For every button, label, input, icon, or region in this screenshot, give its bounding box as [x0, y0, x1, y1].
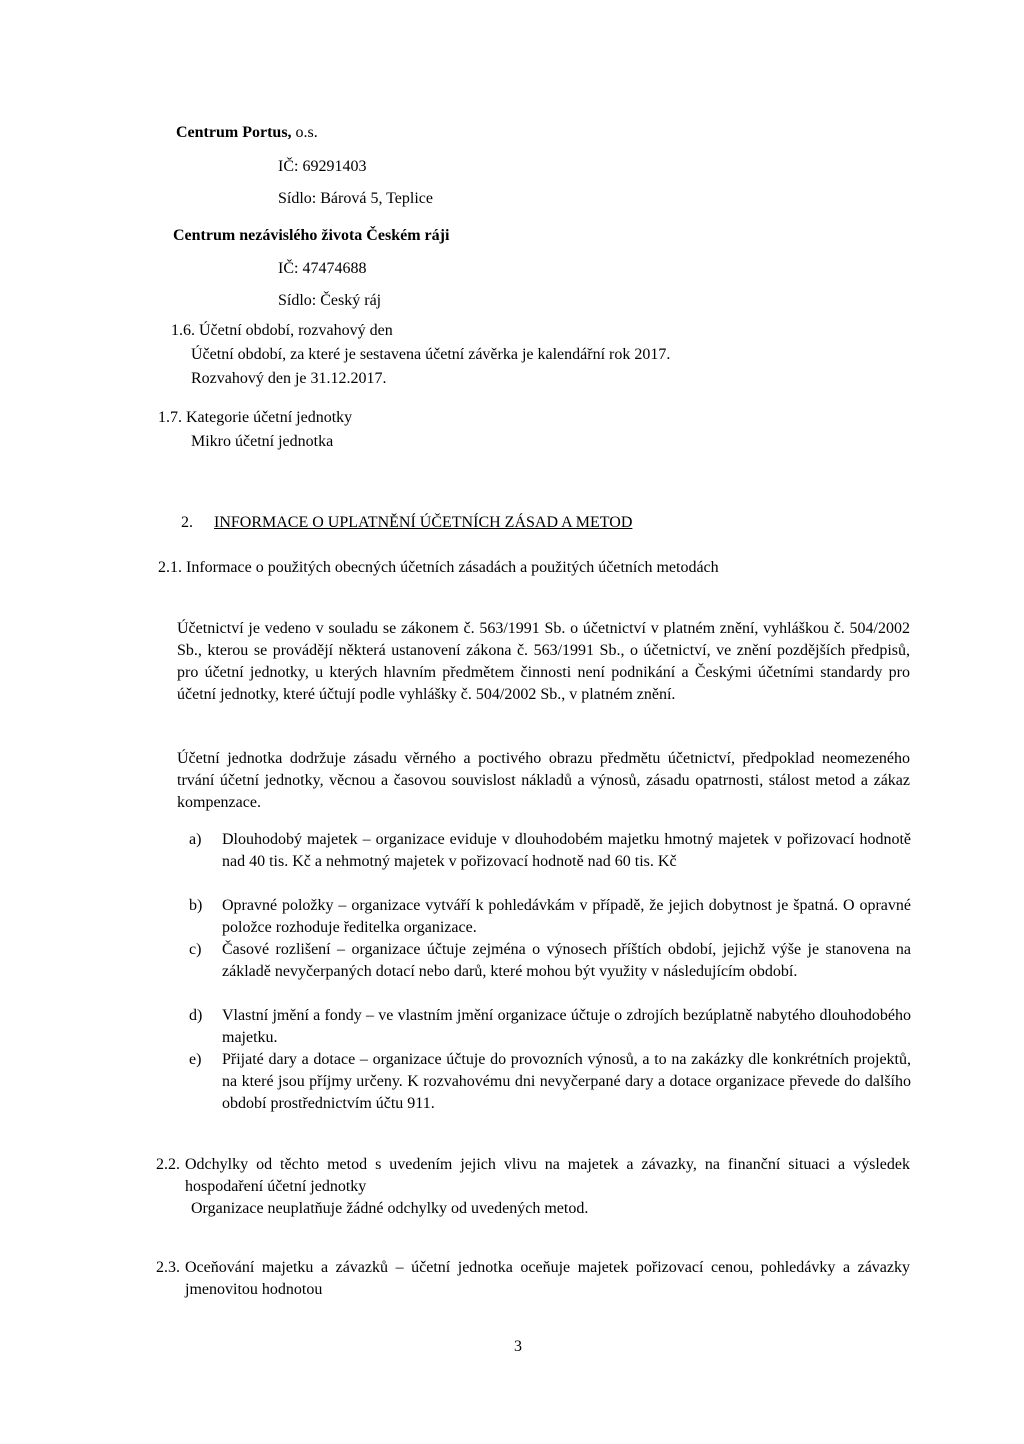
- section-2-2-heading: Odchylky od těchto metod s uvedením jejich vlivu na majetek a závazky, na finanční situaci a výsledek hospodaření účetní jednotky: [185, 1156, 910, 1195]
- section-1-7-heading: 1.7. Kategorie účetní jednotky: [158, 409, 353, 426]
- org2-ic: IČ: 47474688: [278, 260, 367, 277]
- section-2-1-heading: 2.1. Informace o použitých obecných účetních zásadách a použitých účetních metodách: [158, 559, 719, 576]
- list-item: [189, 939, 911, 1005]
- org1-name: Centrum Portus,: [176, 124, 292, 141]
- list-item-text: Dlouhodobý majetek – organizace eviduje v dlouhodobém majetku hmotný majetek v pořizovací hodnotě nad 40 tis. Kč a nehmotný majetek v pořizovací hodnotě nad 60 tis. Kč: [222, 831, 911, 870]
- list-item-text: Přijaté dary a dotace – organizace účtuje do provozních výnosů, a to na zakázky dle konkrétních projektů, na které jsou příjmy určeny. K rozvahovému dni nevyčerpané dary a dotace organizace převede do dalšího období prostřednictvím účtu 911.: [222, 1051, 911, 1112]
- list-item: [189, 829, 911, 895]
- section-2-2-line1: Organizace neuplatňuje žádné odchylky od uvedených metod.: [191, 1200, 589, 1217]
- section-1-7-line1: Mikro účetní jednotka: [191, 433, 334, 450]
- list-item-label: e): [189, 1051, 202, 1068]
- section-2-2-number: 2.2.: [156, 1156, 180, 1173]
- org1-ic: IČ: 69291403: [278, 158, 367, 175]
- org2-name: Centrum nezávislého života Českém ráji: [173, 227, 450, 244]
- section-2-title: INFORMACE O UPLATNĚNÍ ÚČETNÍCH ZÁSAD A METOD: [214, 514, 633, 531]
- list-item-label: b): [189, 897, 203, 914]
- page-number: 3: [514, 1338, 522, 1355]
- list-item-label: d): [189, 1007, 203, 1024]
- list-item-label: a): [189, 831, 202, 848]
- list-item: [189, 1005, 911, 1049]
- list-item-text: Opravné položky – organizace vytváří k pohledávkám v případě, že jejich dobytnost je špatná. O opravné položce rozhoduje ředitelka organizace.: [222, 897, 911, 936]
- org1-suffix: o.s.: [295, 124, 318, 141]
- list-item-label: c): [189, 941, 202, 958]
- section-1-6-line1: Účetní období, za které je sestavena účetní závěrka je kalendářní rok 2017.: [191, 346, 671, 363]
- org1-seat: Sídlo: Bárová 5, Teplice: [278, 190, 433, 207]
- section-1-6-line2: Rozvahový den je 31.12.2017.: [191, 370, 387, 387]
- section-2-number: 2.: [181, 514, 193, 531]
- org2-seat: Sídlo: Český ráj: [278, 292, 382, 309]
- list-item-text: Vlastní jmění a fondy – ve vlastním jmění organizace účtuje o zdrojích bezúplatně nabytého dlouhodobého majetku.: [222, 1007, 911, 1046]
- section-2-1-para1: Účetnictví je vedeno v souladu se zákonem č. 563/1991 Sb. o účetnictví v platném znění, vyhláškou č. 504/2002 Sb., kterou se provádějí některá ustanovení zákona č. 563/1991 Sb., o účetnictví, ve znění pozdějších předpisů, pro účetní jednotky, u kterých hlavním předmětem činnosti není podnikání a Českými účetními standardy pro účetní jednotky, které účtují podle vyhlášky č. 504/2002 Sb., v platném znění.: [177, 620, 910, 703]
- section-2-3-text: Oceňování majetku a závazků – účetní jednotka oceňuje majetek pořizovací cenou, pohledávky a závazky jmenovitou hodnotou: [185, 1259, 910, 1298]
- list-item: [189, 1049, 911, 1115]
- list-item: [189, 895, 911, 939]
- section-2-1-para2: Účetní jednotka dodržuje zásadu věrného a poctivého obrazu předmětu účetnictví, předpoklad neomezeného trvání účetní jednotky, věcnou a časovou souvislost nákladů a výnosů, zásadu opatrnosti, stálost metod a zákaz kompenzace.: [177, 750, 910, 811]
- section-1-6-heading: 1.6. Účetní období, rozvahový den: [171, 322, 393, 339]
- org1-heading: [176, 122, 318, 144]
- section-2-3-number: 2.3.: [156, 1259, 180, 1276]
- list-item-text: Časové rozlišení – organizace účtuje zejména o výnosech příštích období, jejichž výše je stanovena na základě nevyčerpaných dotací nebo darů, které mohou být využity v následujícím období.: [222, 941, 911, 980]
